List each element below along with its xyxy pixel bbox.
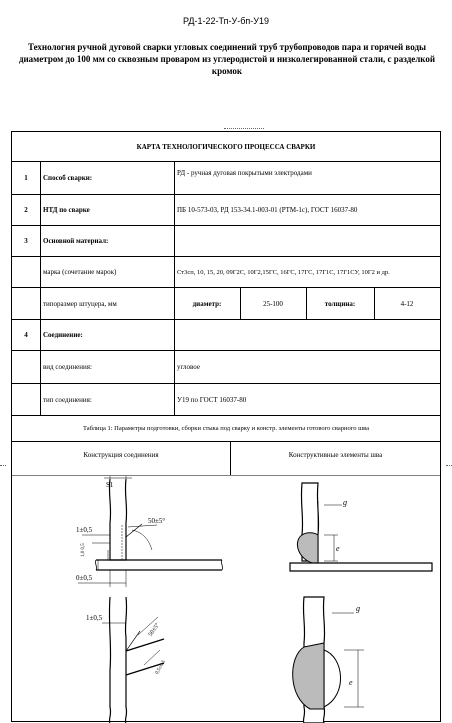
- label-gap-top: 1±0,5: [76, 526, 93, 534]
- label-g-bottom: g: [356, 604, 360, 613]
- label-g-top: g: [343, 498, 347, 507]
- table-row: [12, 257, 440, 288]
- table-row: [12, 288, 440, 320]
- row-number: 4: [24, 331, 28, 339]
- table-row: [12, 195, 440, 226]
- row-value: [177, 320, 439, 350]
- row-value: Ст3сп, 10, 15, 20, 09Г2С, 10Г2,15ГС, 16ГС, 17ГС, 17Г1С, 17Г1СУ, 10Г2 и др.: [177, 268, 390, 276]
- row-value: ПБ 10-573-03, РД 153-34.1-003-01 (РТМ-1с), ГОСТ 16037-80: [177, 206, 358, 214]
- page-margin-mark-left: [0, 465, 6, 466]
- table-row: [12, 162, 440, 195]
- row-number: 3: [24, 237, 28, 245]
- process-card: [11, 131, 441, 722]
- row-label: НТД по сварке: [43, 206, 90, 214]
- row-label: марка (сочетание марок): [43, 268, 117, 276]
- row-value: У19 по ГОСТ 16037-80: [177, 395, 247, 404]
- row-value: угловое: [177, 363, 200, 371]
- thickness-value: 4-12: [400, 299, 414, 308]
- row-number: 1: [24, 174, 28, 182]
- label-e-bottom: e: [349, 678, 353, 687]
- joint-bottom-drawing: [102, 597, 164, 723]
- joint-top-drawing: [78, 476, 223, 587]
- row-label: Соединение:: [43, 331, 83, 339]
- row-value: [177, 226, 439, 256]
- diameter-label: диаметр:: [192, 299, 222, 308]
- row-value: РД - ручная дуговая покрытыми электродами: [177, 169, 312, 177]
- document-code: РД-1-22-Тп-У-бп-У19: [183, 16, 269, 26]
- joint-drawings: [12, 475, 440, 723]
- label-side-bottom: 0,5±0,5: [154, 659, 167, 676]
- table-caption-row: [12, 416, 440, 442]
- page-margin-mark-right: [446, 465, 452, 466]
- table-row: [12, 320, 440, 351]
- row-label: вид соединения:: [43, 363, 92, 371]
- row-label: типоразмер штуцера, мм: [43, 299, 117, 308]
- columns-header-row: [12, 442, 440, 475]
- label-angle-top: 50±5°: [148, 517, 166, 525]
- card-title: КАРТА ТЕХНОЛОГИЧЕСКОГО ПРОЦЕССА СВАРКИ: [136, 142, 316, 151]
- col-left-header: Конструкция соединения: [83, 451, 159, 459]
- label-side-dim: 1,0 0,5: [81, 543, 86, 557]
- weld-bottom-drawing: [293, 597, 364, 723]
- table-row: [12, 384, 440, 416]
- label-gap-bottom-2: 1±0,5: [86, 614, 103, 622]
- thickness-label: толщина:: [324, 299, 356, 308]
- weld-top-drawing: [290, 483, 432, 571]
- row-label: Основной материал:: [43, 237, 109, 245]
- label-s1: S1: [106, 481, 114, 489]
- table-caption: Таблица 1: Параметры подготовки, сборки стыка под сварку и констр. элементы готового сварного шва: [82, 425, 370, 432]
- col-right-header: Конструктивные элементы шва: [288, 451, 383, 459]
- row-number: 2: [24, 206, 28, 214]
- row-label: тип соединения:: [43, 395, 92, 404]
- table-row: [12, 226, 440, 257]
- table-row: [12, 351, 440, 384]
- card-header-row: [12, 132, 440, 162]
- label-e-top: e: [336, 544, 340, 553]
- label-gap-bottom: 0±0,5: [76, 574, 93, 582]
- row-label: Способ сварки:: [43, 174, 93, 182]
- document-title: Технология ручной дуговой сварки угловых соединений труб трубопроводов пара и горячей воды диаметром до 100 мм со сквозным проваром из углеродистой и низколегированной стали, с разделкой кромок: [18, 42, 436, 76]
- diameter-value: 25-100: [263, 299, 283, 308]
- label-angle-bottom: 50±5°: [147, 622, 162, 638]
